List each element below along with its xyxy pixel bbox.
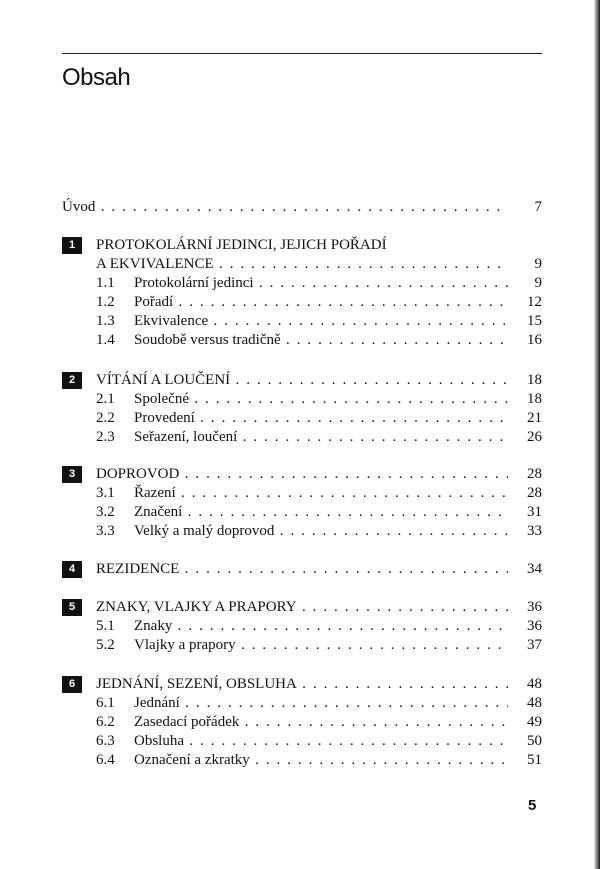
section-title: Řazení . . . bbox=[134, 485, 508, 501]
section-entry-5-2[interactable] bbox=[62, 635, 542, 655]
chapter-heading-5[interactable] bbox=[62, 597, 542, 617]
section-number: 6.3 bbox=[96, 733, 115, 749]
section-page: 12 bbox=[527, 294, 542, 310]
chapter-title: REZIDENCE . . . bbox=[96, 561, 508, 577]
chapter-number-badge: 2 bbox=[62, 372, 82, 389]
entry-title: Úvod . . . bbox=[62, 199, 508, 215]
section-entry-2-2[interactable] bbox=[62, 408, 542, 428]
section-entry-6-2[interactable] bbox=[62, 712, 542, 732]
section-entry-6-3[interactable] bbox=[62, 731, 542, 751]
chapter-title-line2: A EKVIVALENCE . . . bbox=[96, 256, 508, 272]
chapter-title: VÍTÁNÍ A LOUČENÍ . . . bbox=[96, 372, 508, 388]
section-page: 28 bbox=[527, 485, 542, 501]
section-title: Seřazení, loučení . . . bbox=[134, 429, 508, 445]
chapter-heading-1-cont[interactable] bbox=[62, 254, 542, 274]
section-entry-3-1[interactable] bbox=[62, 483, 542, 503]
section-title: Obsluha . . . bbox=[134, 733, 508, 749]
section-page: 37 bbox=[527, 637, 542, 653]
chapter-page: 9 bbox=[534, 256, 542, 272]
top-rule bbox=[62, 53, 542, 54]
chapter-title-line1: PROTOKOLÁRNÍ JEDINCI, JEJICH POŘADÍ bbox=[96, 237, 387, 253]
section-page: 50 bbox=[527, 733, 542, 749]
section-title: Ekvivalence . . . bbox=[134, 313, 508, 329]
section-entry-1-1[interactable] bbox=[62, 273, 542, 293]
chapter-page: 18 bbox=[527, 372, 542, 388]
section-entry-3-2[interactable] bbox=[62, 502, 542, 522]
section-number: 2.3 bbox=[96, 429, 115, 445]
section-entry-1-3[interactable] bbox=[62, 311, 542, 331]
section-title: Označení a zkratky . . . bbox=[134, 752, 508, 768]
section-page: 21 bbox=[527, 410, 542, 426]
section-entry-6-4[interactable] bbox=[62, 750, 542, 770]
section-number: 1.2 bbox=[96, 294, 115, 310]
section-number: 3.1 bbox=[96, 485, 115, 501]
section-entry-3-3[interactable] bbox=[62, 521, 542, 541]
section-number: 1.3 bbox=[96, 313, 115, 329]
chapter-heading-1[interactable] bbox=[62, 235, 542, 255]
chapter-number-badge: 6 bbox=[62, 676, 82, 693]
chapter-page: 36 bbox=[527, 599, 542, 615]
chapter-heading-2[interactable] bbox=[62, 370, 542, 390]
chapter-heading-6[interactable] bbox=[62, 674, 542, 694]
chapter-title: ZNAKY, VLAJKY A PRAPORY . . . bbox=[96, 599, 508, 615]
section-title: Společné . . . bbox=[134, 391, 508, 407]
section-entry-6-1[interactable] bbox=[62, 693, 542, 713]
chapter-page: 28 bbox=[527, 466, 542, 482]
section-page: 49 bbox=[527, 714, 542, 730]
chapter-title: JEDNÁNÍ, SEZENÍ, OBSLUHA . . . bbox=[96, 676, 508, 692]
section-page: 48 bbox=[527, 695, 542, 711]
section-page: 36 bbox=[527, 618, 542, 634]
chapter-number-badge: 1 bbox=[62, 237, 82, 254]
toc-entry-intro[interactable] bbox=[62, 197, 542, 217]
section-title: Vlajky a prapory . . . bbox=[134, 637, 508, 653]
section-entry-2-1[interactable] bbox=[62, 389, 542, 409]
chapter-number-badge: 4 bbox=[62, 561, 82, 578]
chapter-heading-4[interactable] bbox=[62, 559, 542, 579]
chapter-page: 34 bbox=[527, 561, 542, 577]
entry-page: 7 bbox=[534, 199, 542, 215]
section-title: Značení . . . bbox=[134, 504, 508, 520]
section-page: 33 bbox=[527, 523, 542, 539]
section-page: 26 bbox=[527, 429, 542, 445]
section-number: 1.1 bbox=[96, 275, 115, 291]
chapter-number-badge: 5 bbox=[62, 599, 82, 616]
section-page: 31 bbox=[527, 504, 542, 520]
section-title: Protokolární jedinci . . . bbox=[134, 275, 508, 291]
section-title: Zasedací pořádek . . . bbox=[134, 714, 508, 730]
chapter-number-badge: 3 bbox=[62, 466, 82, 483]
section-page: 9 bbox=[534, 275, 542, 291]
chapter-heading-3[interactable] bbox=[62, 464, 542, 484]
page-title: Obsah bbox=[62, 64, 131, 91]
section-number: 6.2 bbox=[96, 714, 115, 730]
section-title: Provedení . . . bbox=[134, 410, 508, 426]
section-number: 2.2 bbox=[96, 410, 115, 426]
section-number: 1.4 bbox=[96, 332, 115, 348]
section-page: 16 bbox=[527, 332, 542, 348]
page-edge-shadow bbox=[594, 0, 600, 869]
section-title: Soudobě versus tradičně . . . bbox=[134, 332, 508, 348]
section-title: Pořadí . . . bbox=[134, 294, 508, 310]
section-title: Znaky . . . bbox=[134, 618, 508, 634]
chapter-page: 48 bbox=[527, 676, 542, 692]
section-page: 15 bbox=[527, 313, 542, 329]
section-number: 6.1 bbox=[96, 695, 115, 711]
section-page: 18 bbox=[527, 391, 542, 407]
section-number: 2.1 bbox=[96, 391, 115, 407]
section-entry-5-1[interactable] bbox=[62, 616, 542, 636]
section-title: Jednání . . . bbox=[134, 695, 508, 711]
section-title: Velký a malý doprovod . . . bbox=[134, 523, 508, 539]
section-entry-2-3[interactable] bbox=[62, 427, 542, 447]
section-number: 5.1 bbox=[96, 618, 115, 634]
section-page: 51 bbox=[527, 752, 542, 768]
section-number: 3.2 bbox=[96, 504, 115, 520]
section-entry-1-2[interactable] bbox=[62, 292, 542, 312]
section-entry-1-4[interactable] bbox=[62, 330, 542, 350]
chapter-title: DOPROVOD . . . bbox=[96, 466, 508, 482]
section-number: 5.2 bbox=[96, 637, 115, 653]
section-number: 3.3 bbox=[96, 523, 115, 539]
page-number: 5 bbox=[528, 797, 537, 814]
section-number: 6.4 bbox=[96, 752, 115, 768]
